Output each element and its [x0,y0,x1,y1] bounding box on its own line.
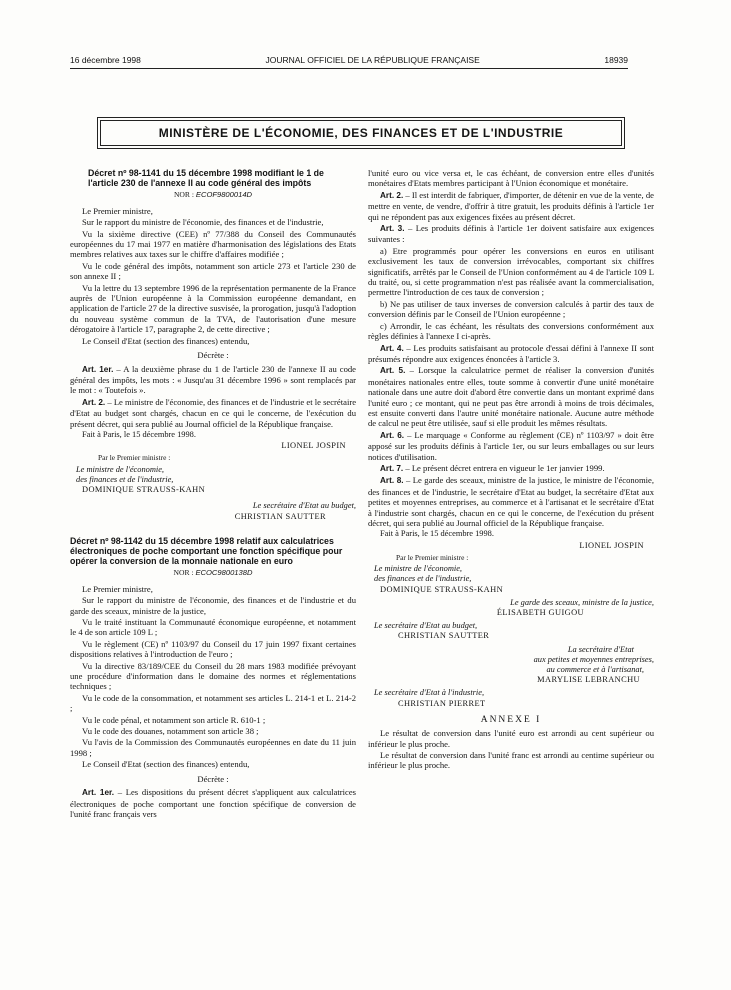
pme-name: MARYLISE LEBRANCHU [537,675,640,685]
article-label: Art. 5. [380,366,406,376]
decree2-article-1-continued: l'unité euro ou vice versa et, le cas échéant, de conversion entre elles d'unités monétaires d'Etats membres participant à l'Union économique et monétaire. [368,168,654,189]
decree1-preamble-1: Sur le rapport du ministre de l'économie, des finances et de l'industrie, [82,217,324,228]
left-column [70,168,356,820]
decree1-preamble-2: Vu la sixième directive (CEE) nº 77/388 du Conseil des Communautés européennes du 17 mai 1977 en matière d'harmonisation des législations des Etats membres relatives aux taxes sur le chiffre d'affaires modifiée ; [70,228,356,260]
article-text: – Lorsque la calculatrice permet de réaliser la conversion d'unités monétaires nationales entre elles, toute somme à convertir d'une unité monétaire nationale dans une autre doit d'abord être convertie dans un montant exprimé dans l'unité euro ; ce montant, qui ne peut pas être arrondi à moins de trois décimales, est ensuite converti dans l'autre unité monétaire nationale. Aucune autre méthode de calcul ne peut être utilisée, sauf si elle produit les mêmes résultats. [368,365,654,429]
article-label: Art. 8. [380,476,404,486]
article-label: Art. 4. [380,343,404,353]
header-rule [70,68,628,69]
decree2-minister-title-2: des finances et de l'industrie, [374,574,472,584]
decree1-nor [70,190,356,200]
decree1-budget-name: CHRISTIAN SAUTTER [234,511,326,521]
ministry-banner: MINISTÈRE DE L'ÉCONOMIE, DES FINANCES ET DE L'INDUSTRIE [100,120,622,146]
decree2-nor [70,568,356,578]
article-label: Art. 6. [380,430,405,440]
decree2-preamble-5: Vu le code de la consommation, et notamment ses articles L. 214-1 et L. 214-2 ; [70,692,356,714]
article-text: – Le garde des sceaux, ministre de la justice, le ministre de l'économie, des finances et de l'industrie, le secrétaire d'Etat au budget, la secrétaire d'Etat aux petites et moyennes entreprises, au commerce et à l'artisanat et le secrétaire d'Etat à l'industrie sont chargés, chacun en ce qui le concerne, de l'exécution du présent décret, qui sera publié au Journal officiel de la République française. [368,475,654,528]
decree1-fait: Fait à Paris, le 15 décembre 1998. [82,429,196,439]
decree2-preamble-9: Le Conseil d'Etat (section des finances) entendu, [82,759,250,770]
article-label: Art. 2. [380,190,404,200]
decree1-preamble-4: Vu la lettre du 13 septembre 1996 de la représentation permanente de la France auprès de l'Union européenne à la Commission européenne demandant, en application de l'article 27 de la directive susvisée, la prorogation, jusqu'à l'adoption du nouveau système commun de la TVA, de l'autorisation d'une mesure dérogatoire à l'article 17, paragraphe 2, de cette directive ; [70,282,356,335]
header-date: 16 décembre 1998 [70,55,141,65]
decree1-title: Décret nº 98-1141 du 15 décembre 1998 modifiant le 1 de l'article 230 de l'annexe II au code général des impôts [88,168,324,189]
annexe-title: ANNEXE I [480,714,542,725]
decree2-article [368,365,654,428]
article-text: – Les produits définis à l'article 1er doivent satisfaire aux exigences suivantes : [368,223,654,245]
right-column [368,168,654,772]
decree2-minister-title-1: Le ministre de l'économie, [374,564,463,574]
decree2-article [368,343,654,365]
decree2-minister-name: DOMINIQUE STRAUSS-KAHN [380,584,504,594]
pme-title-2: aux petites et moyennes entreprises, [533,654,654,664]
justice-name: ÉLISABETH GUIGOU [496,608,584,618]
article-text: – A la deuxième phrase du 1 de l'article 230 de l'annexe II au code général des impôts, les mots : « Jusqu'au 31 décembre 1996 » sont remplacés par le mot : « Toutefois ». [70,363,356,396]
article3-item-c: c) Arrondir, le cas échéant, les résultats des conversions conformément aux règles définies à l'annexe I ci-après. [368,320,654,342]
decree2-signatory: LIONEL JOSPIN [579,540,644,550]
article-label: Art. 7. [380,463,404,473]
decree1-budget-title: Le secrétaire d'Etat au budget, [252,501,356,511]
annexe-text-0: Le résultat de conversion dans l'unité euro est arrondi au cent supérieur ou inférieur le plus proche. [368,728,654,749]
decree2-article-1 [70,787,356,819]
decree2-preamble-3: Vu le règlement (CE) nº 1103/97 du Conseil du 17 juin 1997 fixant certaines dispositions relatives à l'introduction de l'euro ; [70,638,356,660]
decree2-preamble-2: Vu le traité instituant la Communauté économique européenne, et notamment le 4 de son article 109 L ; [70,617,356,638]
article-label: Art. 1er. [82,364,114,374]
decree2-article [368,475,654,528]
decree2-preamble-1: Sur le rapport du ministre de l'économie, des finances et de l'industrie et du garde des sceaux, ministre de la justice, [70,595,356,616]
page-header [70,55,628,65]
decree1-decrete: Décrète : [197,350,229,361]
decree2-article [368,430,654,462]
budget-name: CHRISTIAN SAUTTER [398,631,490,641]
header-page-number: 18939 [604,55,628,65]
decree1-article [70,364,356,396]
decree2-preamble-8: Vu l'avis de la Commission des Communautés européennes en date du 11 juin 1998 ; [70,737,356,758]
decree2-nor-label: NOR : [173,568,196,578]
decree2-preamble-0: Le Premier ministre, [82,583,153,594]
article3-item-a: a) Etre programmés pour opérer les conversions en euros en utilisant exclusivement les taux de conversion irrévocables, comportant six chiffres significatifs, arrêtés par le Conseil de l'Union conformément au 4 de l'article 109 L du traité, ou, si cette programmation n'est pas réalisée avant la commercialisation, permettre l'introduction de ces taux de conversion ; [368,245,654,298]
decree2-nor-code: ECOC9800138D [195,568,253,578]
decree1-nor-code: ECOF9800014D [195,190,253,200]
decree2-article [368,223,654,245]
annexe-text-1: Le résultat de conversion dans l'unité franc est arrondi au centime supérieur ou inférieur le plus proche. [368,750,654,771]
justice-title: Le garde des sceaux, ministre de la justice, [510,597,654,607]
decree1-preamble-3: Vu le code général des impôts, notamment son article 273 et l'article 230 de son annexe II ; [70,260,356,282]
decree1-article [70,397,356,429]
decree2-preamble-7: Vu le code des douanes, notamment son article 38 ; [82,726,259,737]
article-text: – Le présent décret entrera en vigueur le 1er janvier 1999. [403,462,605,473]
decree1-preamble-5: Le Conseil d'Etat (section des finances) entendu, [82,335,250,346]
article3-item-b: b) Ne pas utiliser de taux inverses de conversion calculés à partir des taux de conversion définis par le Conseil de l'Union européenne ; [368,298,654,320]
decree2-preamble-6: Vu le code pénal, et notamment son article R. 610-1 ; [82,714,266,725]
article-label: Art. 2. [82,397,106,407]
article-label: Art. 3. [380,224,405,234]
decree2-par-le-pm: Par le Premier ministre : [396,552,469,562]
industry-name: CHRISTIAN PIERRET [398,698,486,708]
article-text: – Les dispositions du présent décret s'appliquent aux calculatrices électroniques de poche comportant une fonction spécifique de conversion de l'unité franc français vers [70,787,356,819]
decree1-nor-label: NOR : [173,190,196,200]
decree2-preamble-4: Vu la directive 83/189/CEE du Conseil du 28 mars 1983 modifiée prévoyant une procédure d'information dans le domaine des normes et réglementations techniques ; [70,660,356,692]
decree1-signatory: LIONEL JOSPIN [281,441,346,451]
article-text: – Il est interdit de fabriquer, d'importer, de détenir en vue de la vente, de mettre en vente, de vendre, d'offrir à titre gratuit, les produits définis à l'article 1er qui ne répondent pas aux exigences fixées au présent décret. [368,189,654,222]
decree1-minister-title-2: des finances et de l'industrie, [76,474,174,484]
decree2-article [368,190,654,222]
article-text: – Les produits satisfaisant au protocole d'essai défini à l'annexe II sont présumés répondre aux exigences énoncées à l'article 3. [368,342,654,364]
decree1-preamble-0: Le Premier ministre, [82,205,153,216]
decree2-decrete: Décrète : [197,773,229,784]
decree2-fait: Fait à Paris, le 15 décembre 1998. [380,529,494,539]
industry-title: Le secrétaire d'Etat à l'industrie, [374,688,485,698]
pme-title-3: au commerce et à l'artisanat, [546,665,644,675]
decree1-minister-title-1: Le ministre de l'économie, [76,464,165,474]
header-journal-title: JOURNAL OFFICIEL DE LA RÉPUBLIQUE FRANÇAISE [265,55,480,65]
article-text: – Le ministre de l'économie, des finances et de l'industrie et le secrétaire d'Etat au budget sont chargés, chacun en ce qui le concerne, de l'exécution du présent décret, qui sera publié au Journal officiel de la République française. [70,396,357,429]
pme-title-1: La secrétaire d'Etat [567,644,634,654]
decree2-title: Décret nº 98-1142 du 15 décembre 1998 relatif aux calculatrices électroniques de poche comportant une fonction spécifique pour opérer la conversion de la monnaie nationale en euro [70,535,343,567]
article-label: Art. 1er. [82,788,115,798]
budget-title: Le secrétaire d'Etat au budget, [374,621,478,631]
decree1-par-le-pm: Par le Premier ministre : [98,453,171,463]
article-text: – Le marquage « Conforme au règlement (CE) nº 1103/97 » doit être apposé sur les produits définis à l'article 1er, ou sur leurs emballages ou sur leurs notices d'utilisation. [368,429,654,462]
decree1-minister-name: DOMINIQUE STRAUSS-KAHN [82,485,206,495]
decree2-article [368,463,654,474]
